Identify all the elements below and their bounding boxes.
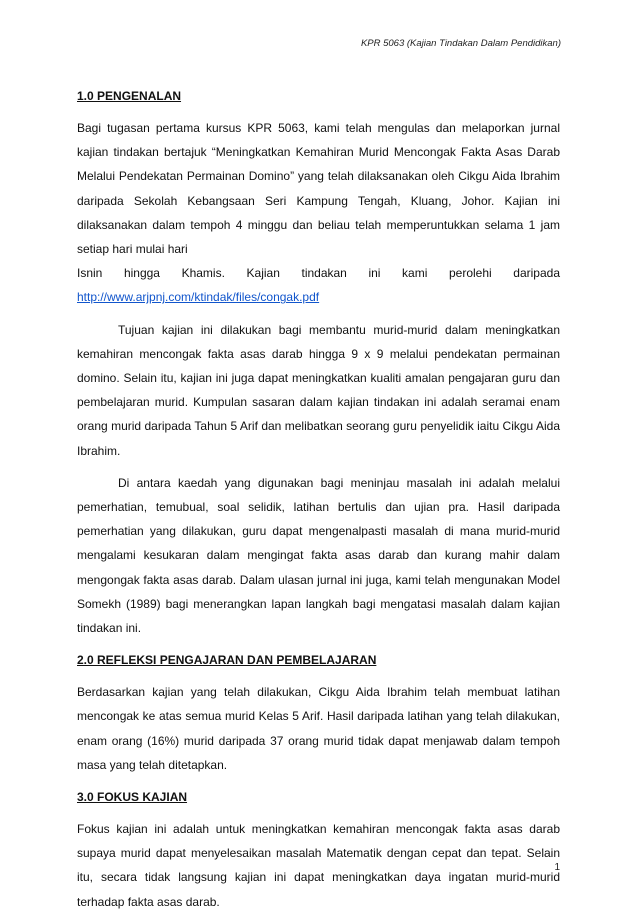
section-heading-pengenalan: 1.0 PENGENALAN (77, 89, 182, 103)
page-number: 1 (554, 862, 560, 873)
paragraph-pengenalan-intro-text: Bagi tugasan pertama kursus KPR 5063, kami telah mengulas dan melaporkan jurnal kajian tindakan bertajuk “Meningkatkan Kemahiran Murid Mencongak Fakta Asas Darab Melalui Pendekatan Permainan Domino” yang telah dilaksanakan oleh Cikgu Aida Ibrahim daripada Sekolah Kebangsaan Seri Kampung Tengah, Kluang, Johor. Kajian ini dilaksanakan dalam tempoh 4 minggu dan beliau telah memperuntukkan selama 1 jam setiap hari mulai hari (77, 121, 560, 257)
paragraph-pengenalan-intro (77, 116, 560, 310)
paragraph-kaedah: Di antara kaedah yang digunakan bagi meninjau masalah ini adalah melalui pemerhatian, temubual, soal selidik, latihan bertulis dan ujian pra. Hasil daripada pemerhatian yang dilakukan, guru dapat mengenalpasti masalah di mana murid-murid mengalami kesukaran dalam mengingat fakta asas darab dan kurang mahir dalam mengongak fakta asas darab. Dalam ulasan jurnal ini juga, kami telah mengunakan Model Somekh (1989) bagi menerangkan lapan langkah bagi mengatasi masalah dalam kajian tindakan ini. (77, 475, 560, 636)
document-body (77, 84, 560, 922)
section-heading-refleksi: 2.0 REFLEKSI PENGAJARAN DAN PEMBELAJARAN (77, 653, 377, 668)
journal-link[interactable]: http://www.arjpnj.com/ktindak/files/congak.pdf (77, 290, 320, 305)
paragraph-tujuan: Tujuan kajian ini dilakukan bagi membantu murid-murid dalam meningkatkan kemahiran mencongak fakta asas darab hingga 9 x 9 melalui pendekatan permainan domino. Selain itu, kajian ini juga dapat meningkatkan kualiti amalan pengajaran guru dan pembelajaran murid. Kumpulan sasaran dalam kajian tindakan ini adalah seramai enam orang murid daripada Tahun 5 Arif dan melibatkan seorang guru penyelidik iaitu Cikgu Aida Ibrahim. (77, 322, 560, 458)
paragraph-fokus: Fokus kajian ini adalah untuk meningkatkan kemahiran mencongak fakta asas darab supaya murid dapat menyelesaikan masalah Matematik dengan cepat dan tepat. Selain itu, secara tidak langsung kajian ini dapat meningkatkan daya ingatan murid-murid terhadap fakta asas darab. (77, 822, 560, 909)
running-header: KPR 5063 (Kajian Tindakan Dalam Pendidikan) (360, 38, 561, 49)
paragraph-refleksi: Berdasarkan kajian yang telah dilakukan, Cikgu Aida Ibrahim telah membuat latihan mencongak ke atas semua murid Kelas 5 Arif. Hasil daripada latihan yang telah dilakukan, enam orang (16%) murid daripada 37 orang murid tidak dapat menjawab dalam tempoh masa yang telah ditetapkan. (77, 685, 560, 772)
section-heading-fokus: 3.0 FOKUS KAJIAN (77, 790, 188, 805)
paragraph-pengenalan-intro-last-line: Isnin hingga Khamis. Kajian tindakan ini kami perolehi daripada (77, 266, 560, 281)
